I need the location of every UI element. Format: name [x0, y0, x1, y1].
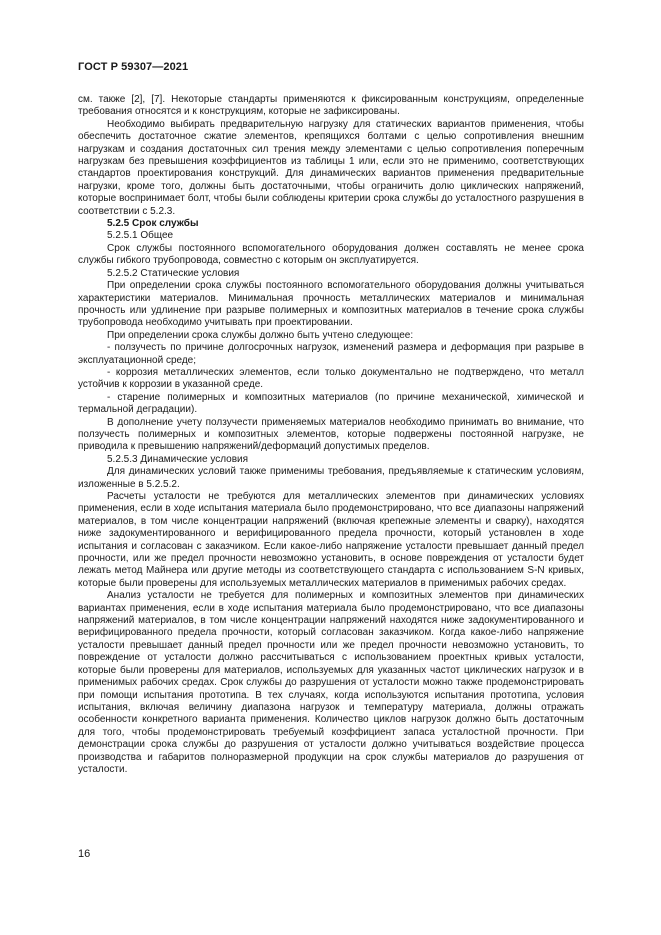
list-item-corrosion: - коррозия металлических элементов, если только документально не подтверждено, что металл устойчив к коррозии в указанной среде. — [78, 366, 584, 391]
paragraph-dynamic-conditions: Для динамических условий также применимы требования, предъявляемые к статическим условиям, изложенные в 5.2.5.2. — [78, 466, 584, 490]
standard-header: ГОСТ Р 59307—2021 — [78, 61, 189, 73]
paragraph-polymer-fatigue: Анализ усталости не требуется для полимерных и композитных элементов при динамических вариантах применения, если в ходе испытания материала было продемонстрировано, что все диапазоны напряжений материалов, в том числе концентрации напряжений находятся ниже задокументированного и верифицированного предела прочности, который согласован заказчиком. Когда какое-либо напряжение усталости превышает данный предел прочности или же предел прочности невозможно установить, то повреждение от усталости должно рассчитываться с использованием проектных кривых усталости, которые были проверены для материалов, используемых для указанных частот циклических нагрузок и в применимых рабочих средах. Срок службы до разрушения от усталости можно также продемонстрировать при помощи испытания прототипа. В тех случаях, когда используются испытания прототипа, условия испытания, включая величину диапазона нагрузок и температуру материала, должны отражать особенности конкретного варианта применения. Количество циклов нагрузок должно быть достаточным для того, чтобы продемонстрировать требуемый коэффициент запаса усталостной прочности. При демонстрации срока службы до разрушения от усталости должно учитываться воздействие процесса производства и габаритов полноразмерной продукции на срок службы материалов до разрушения от усталости. — [78, 590, 584, 775]
paragraph-service-life-general: Срок службы постоянного вспомогательного оборудования должен составлять не менее срока службы гибкого трубопровода, совместно с которым он эксплуатируется. — [78, 242, 584, 267]
paragraph-continuation: см. также [2], [7]. Некоторые стандарты применяются к фиксированным конструкциям, определенные требования относятся и к конструкциям, которые не зафиксированы. — [78, 94, 584, 118]
paragraph-preload: Необходимо выбирать предварительную нагрузку для статических вариантов применения, чтобы обеспечить достаточное сжатие элементов, крепящихся болтами с целью сопротивления внешним нагрузкам и создания достаточных сил трения между элементами с целью сопротивления поперечным нагрузкам без превышения коэффициентов из таблицы 1 или, если это не применимо, соответствующих стандартов проектирования конструкций. Для динамических вариантов применения предварительные нагрузки, кроме того, должны быть достаточными, чтобы ограничить долю циклических напряжений, которые воспринимает болт, чтобы были соблюдены критерии срока службы до усталостного разрушения в соответствии с 5.2.3. — [78, 118, 584, 217]
paragraph-considerations-intro: При определении срока службы должно быть учтено следующее: — [107, 329, 414, 341]
paragraph-static-conditions: При определении срока службы постоянного вспомогательного оборудования должны учитываться характеристики материалов. Минимальная прочность металлических материалов и минимальная прочность или удлинение при разрыве полимерных и композитных материалов в течение срока службы трубопровода необходимо учитывать при проектировании. — [78, 280, 584, 329]
list-item-aging: - старение полимерных и композитных материалов (по причине механической, химической и термальной деградации). — [78, 391, 584, 416]
paragraph-creep-addition: В дополнение учету ползучести применяемых материалов необходимо принимать во внимание, что ползучесть полимерных и композитных элементов, которые подвержены постоянной нагрузке, не приводила к превышению напряжений/деформаций допустимых пределов. — [78, 416, 584, 453]
subsection-heading-dynamic: 5.2.5.3 Динамические условия — [107, 453, 249, 465]
list-item-creep: - ползучесть по причине долгосрочных нагрузок, изменений размера и деформация при разрыве в эксплуатационной среде; — [78, 342, 584, 366]
subsection-heading-general: 5.2.5.1 Общее — [107, 230, 174, 242]
document-body — [78, 94, 584, 776]
section-heading-service-life: 5.2.5 Срок службы — [107, 218, 199, 230]
subsection-heading-static: 5.2.5.2 Статические условия — [107, 267, 240, 279]
paragraph-metal-fatigue: Расчеты усталости не требуются для металлических элементов при динамических условиях применения, если в ходе испытания материала было продемонстрировано, что все диапазоны напряжений материалов, в том числе концентрации напряжений (включая крепежные элементы и сварку), находятся ниже задокументированного и верифицированного предела прочности, который установлен в ходе испытания и согласован с заказчиком. Если какое-либо напряжение усталости превышает данный предел прочности, или же предел прочности невозможно установить, в основе повреждения от усталости будет лежать метод Майнера или другие методы из соответствующего стандарта с использованием S-N кривых, которые были проверены для используемых металлических материалов в применимых рабочих средах. — [78, 491, 584, 589]
page-number: 16 — [78, 848, 91, 860]
